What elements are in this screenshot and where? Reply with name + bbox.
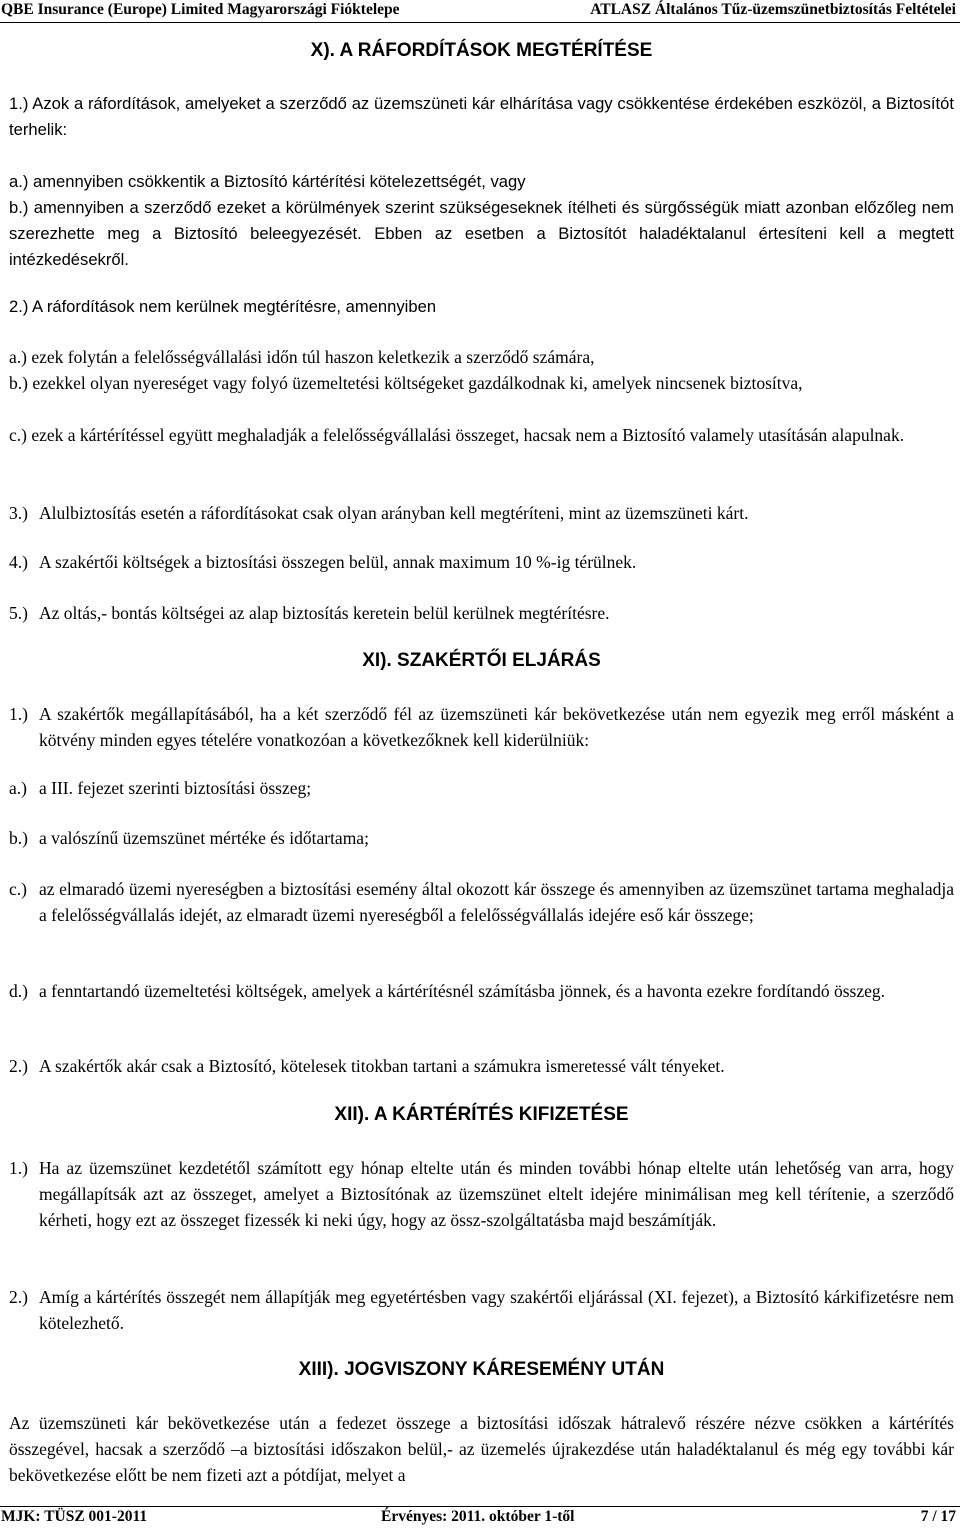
section-xiii-title: XIII). JOGVISZONY KÁRESEMÉNY UTÁN <box>298 1359 665 1380</box>
section-xiii-paragraph-1: Az üzemszüneti kár bekövetkezése után a fedezet összege a biztosítási időszak hátralevő részére nézve csökken a kártérítés összegével, hacsak a szerződő –a biztosítási időszakon belül,- az üzemelés újrakezdése után haladéktalanul és még egy további kár bekövetkezése előtt be nem fizeti azt a pótdíjat, melyet a <box>9 1413 954 1485</box>
item-number: b.) <box>9 828 28 848</box>
item-text: a fenntartandó üzemeltetési költségek, amelyek a kártérítésnél számításba jönnek, és a havonta ezekre fordítandó összeg. <box>39 981 885 1001</box>
section-xi-title: XI). SZAKÉRTŐI ELJÁRÁS <box>362 650 601 671</box>
item-number: 2.) <box>9 1056 28 1076</box>
section-xi-paragraph-2 <box>9 1053 954 1079</box>
item-number: 1.) <box>9 704 28 724</box>
section-xi-item-d <box>9 978 954 1004</box>
section-x-item-2c: c.) ezek a kártérítéssel együtt meghaladják a felelősségvállalási összeget, hacsak nem a Biztosító valamely utasításán alapulnak. <box>9 425 905 445</box>
item-text: A szakértők akár csak a Biztosító, kötelesek titokban tartani a számukra ismeretessé vált tényeket. <box>39 1056 725 1076</box>
section-xii-paragraph-2 <box>9 1284 954 1336</box>
item-number: 3.) <box>9 503 28 523</box>
item-text: Alulbiztosítás esetén a ráfordításokat csak olyan arányban kell megtéríteni, mint az üzemszüneti kárt. <box>39 503 749 523</box>
section-xii-paragraph-1 <box>9 1155 954 1233</box>
item-number: d.) <box>9 981 28 1001</box>
item-text: Ha az üzemszünet kezdetétől számított egy hónap eltelte után és minden további hónap eltelte után lehetőség van arra, hogy megállapítsák azt az összeget, amelyet a Biztosítónak az üzemszünet eltelt idejére minimálisan meg kell térítenie, a szerződő kérheti, hogy ezt az összeget fizessék ki neki úgy, hogy az össz-szolgáltatásba majd beszámítják. <box>39 1158 954 1230</box>
section-x-title: X). A RÁFORDÍTÁSOK MEGTÉRÍTÉSE <box>310 40 653 61</box>
header-document-title: ATLASZ Általános Tűz-üzemszünetbiztosítás Feltételei <box>590 1 956 18</box>
section-xii-title: XII). A KÁRTÉRÍTÉS KIFIZETÉSE <box>334 1104 629 1125</box>
section-x-item-1a: a.) amennyiben csökkentik a Biztosító kártérítési kötelezettségét, vagy <box>9 172 526 191</box>
section-x-paragraph-3 <box>9 500 954 526</box>
section-xi-item-a <box>9 775 954 801</box>
footer-validity-date: Érvényes: 2011. október 1-től <box>381 1508 575 1525</box>
item-text: Amíg a kártérítés összegét nem állapítják meg egyetértésben vagy szakértői eljárással (XI. fejezet), a Biztosító kárkifizetésre nem kötelezhető. <box>39 1287 954 1333</box>
item-text: A szakértői költségek a biztosítási összegen belül, annak maximum 10 %-ig térülnek. <box>39 552 637 572</box>
section-xi-paragraph-1 <box>9 701 954 753</box>
item-number: c.) <box>9 879 27 899</box>
footer-page-number: 7 / 17 <box>920 1508 956 1525</box>
section-xi-item-b <box>9 825 954 851</box>
section-x-paragraph-2: 2.) A ráfordítások nem kerülnek megtérítésre, amennyiben <box>9 297 437 316</box>
page-body <box>9 0 954 1528</box>
item-text: A szakértők megállapításából, ha a két szerződő fél az üzemszüneti kár bekövetkezése után nem egyezik meg erről másként a kötvény minden egyes tételére vonatkozóan a következőknek kell kiderülniük: <box>39 704 954 750</box>
section-x-item-2b: b.) ezekkel olyan nyereséget vagy folyó üzemeltetési költségeket gazdálkodnak ki, amelyek nincsenek biztosítva, <box>9 373 803 393</box>
item-number: a.) <box>9 778 27 798</box>
item-number: 4.) <box>9 552 28 572</box>
section-xi-item-c <box>9 876 954 928</box>
header-company: QBE Insurance (Europe) Limited Magyarországi Fióktelepe <box>1 1 400 18</box>
section-x-item-1b: b.) amennyiben a szerződő ezeket a körülmények szerint szükségeseknek ítélheti és sürgősségük miatt azonban előzőleg nem szerezhette meg a Biztosító beleegyezését. Ebben az esetben a Biztosítót haladéktalanul értesíteni kell a megtett intézkedésekről. <box>9 198 954 269</box>
section-x-item-2a: a.) ezek folytán a felelősségvállalási időn túl haszon keletkezik a szerződő számára, <box>9 347 595 367</box>
item-text: Az oltás,- bontás költségei az alap biztosítás keretein belül kerülnek megtérítésre. <box>39 603 610 623</box>
item-text: az elmaradó üzemi nyereségben a biztosítási esemény által okozott kár összege és amennyiben az üzemszünet tartama meghaladja a felelősségvállalás idejét, az elmaradt üzemi nyereségből a felelősségvállalás idejére eső kár összege; <box>39 879 954 925</box>
item-number: 5.) <box>9 603 28 623</box>
item-number: 1.) <box>9 1158 28 1178</box>
page-footer <box>0 1506 960 1529</box>
footer-document-code: MJK: TÜSZ 001-2011 <box>1 1508 148 1525</box>
section-x-paragraph-4 <box>9 549 954 575</box>
section-x-paragraph-5 <box>9 600 954 626</box>
section-x-paragraph-1: 1.) Azok a ráfordítások, amelyeket a szerződő az üzemszüneti kár elhárítása vagy csökkentése érdekében eszközöl, a Biztosítót terhelik: <box>9 94 954 139</box>
item-number: 2.) <box>9 1287 28 1307</box>
item-text: a III. fejezet szerinti biztosítási összeg; <box>39 778 312 798</box>
item-text: a valószínű üzemszünet mértéke és időtartama; <box>39 828 369 848</box>
